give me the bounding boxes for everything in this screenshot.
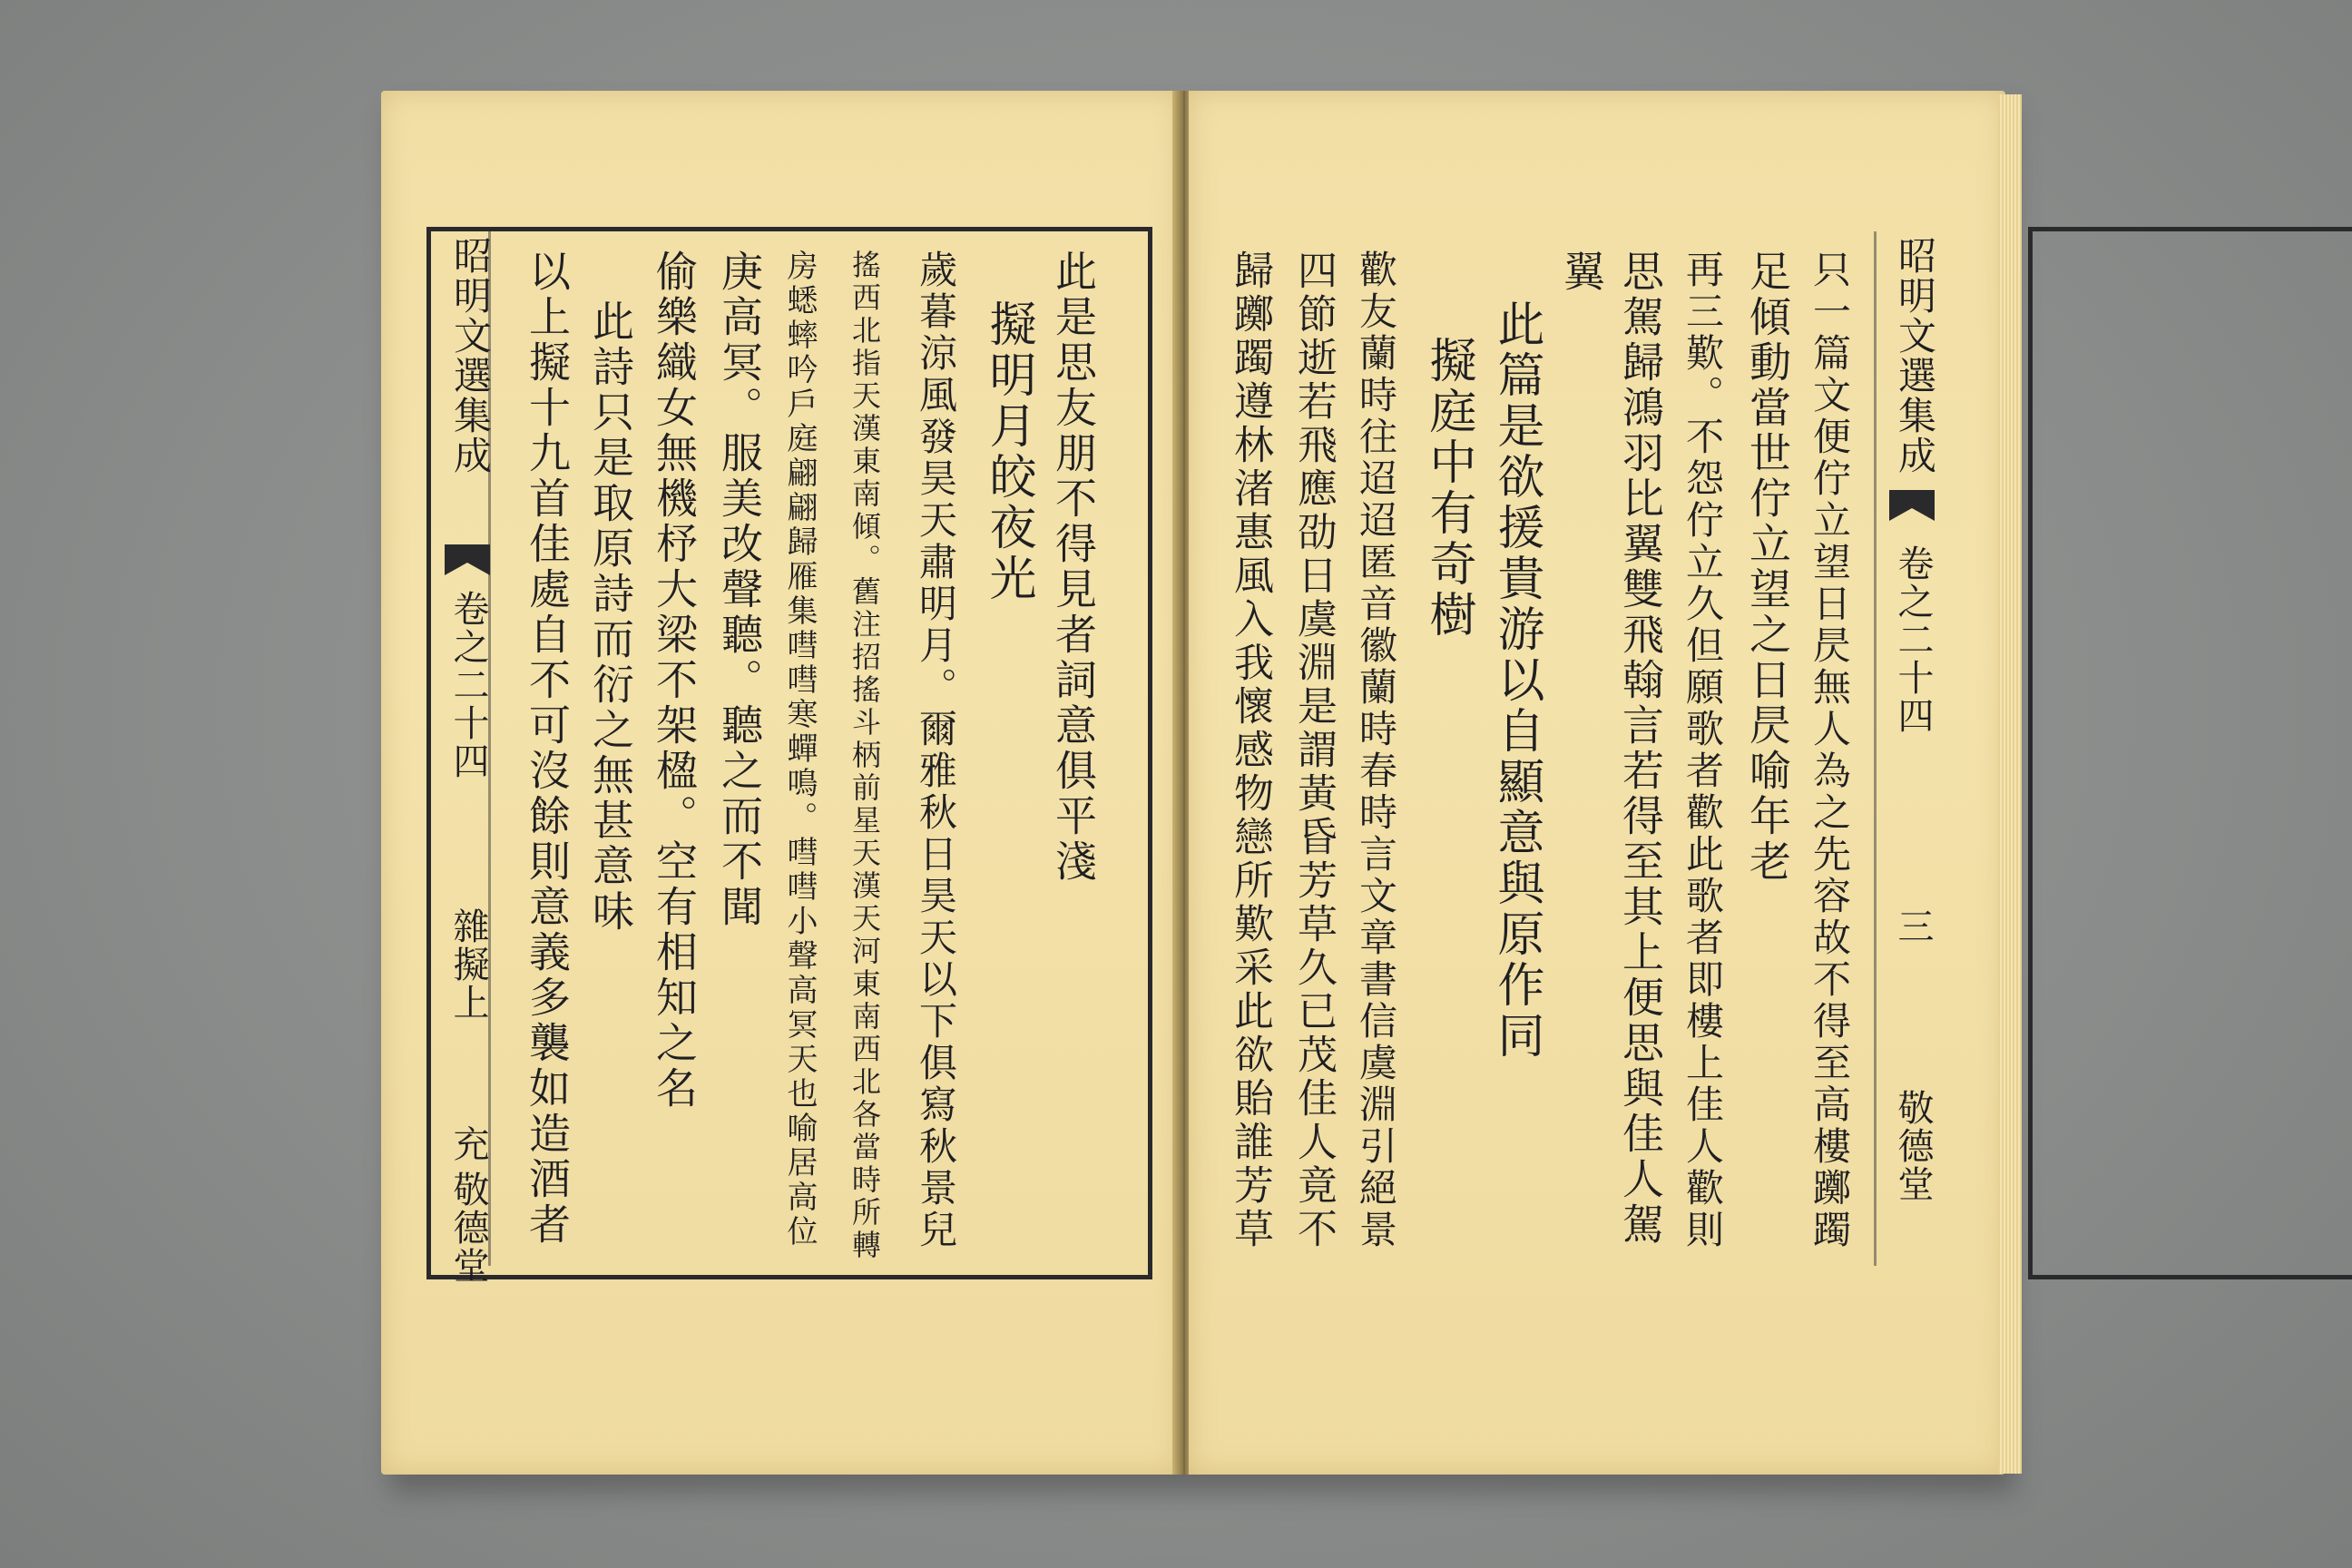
right-column-2: 足傾動當世佇立望之日昃喻年老 (1743, 250, 1792, 885)
left-column-8: 此詩只是取原詩而衍之無甚意味 (586, 299, 635, 935)
right-column-5: 翼 (1557, 250, 1606, 295)
right-page-frame (2028, 227, 2352, 1279)
right-spine-footer: 敬德堂 (1892, 1089, 1934, 1203)
left-spine-page: 充 (447, 1125, 489, 1163)
left-column-1: 此是思友朋不得見者詞意俱平淺 (1049, 250, 1098, 885)
fish-tail-mark-icon (445, 544, 490, 575)
right-spine-volume: 卷之二十四 (1892, 544, 1934, 735)
fish-tail-mark-icon (1889, 490, 1935, 521)
left-column-6: 庚高冥。服美改聲聽。聽之而不聞 (715, 250, 764, 930)
right-margin-rule (1874, 231, 1877, 1266)
left-column-2: 擬明月皎夜光 (981, 299, 1035, 604)
right-column-7: 擬庭中有奇樹 (1421, 336, 1475, 641)
right-spine-title: 昭明文選集成 (1893, 236, 1937, 475)
open-book (381, 91, 2005, 1479)
right-column-1: 只一篇文便佇立望日昃無人為之先容故不得至高樓躑躅 (1808, 250, 1852, 1251)
left-column-7: 偷樂織女無機杼大梁不架楹。空有相知之名 (650, 250, 699, 1112)
left-spine-volume: 卷之二十四 (447, 590, 489, 780)
page-edges (1998, 94, 2022, 1474)
left-spine-footer: 敬德堂 (447, 1171, 489, 1285)
right-column-6: 此篇是欲援貴游以自顯意與原作同 (1489, 299, 1544, 1062)
right-column-9: 四節逝若飛應劭日虞淵是謂黃昏芳草久已茂佳人竟不 (1290, 250, 1337, 1251)
left-page (381, 91, 1180, 1475)
left-spine-section: 雜擬上 (447, 907, 489, 1022)
left-margin-rule (488, 231, 491, 1266)
left-column-5: 房蟋蟀吟戶庭翩翩歸雁集嘒嘒寒蟬鳴。嘒嘒小聲高冥天也喻居高位 (781, 250, 818, 1250)
left-column-9: 以上擬十九首佳處自不可沒餘則意義多襲如造酒者 (523, 250, 572, 1248)
left-column-3: 歲暮涼風發昊天肅明月。爾雅秋日昊天以下俱寫秋景兒 (914, 250, 958, 1251)
left-spine-title: 昭明文選集成 (448, 236, 493, 475)
right-column-3: 再三歎。不怨佇立久但願歌者歡此歌者即樓上佳人歡則 (1681, 250, 1725, 1251)
right-spine-page: 三 (1892, 907, 1934, 946)
right-page (1189, 91, 2005, 1475)
right-column-4: 思駕歸鴻羽比翼雙飛翰言若得至其上便思與佳人駕 (1616, 250, 1665, 1248)
right-column-8: 歡友蘭時往迢迢匿音徽蘭時春時言文章書信虞淵引絕景 (1354, 250, 1398, 1251)
right-column-10: 歸躑躅遵林渚惠風入我懷感物戀所歎采此欲貽誰芳草 (1227, 250, 1273, 1251)
left-column-4: 搖西北指天漢東南傾。舊注招搖斗柄前星天漢天河東南西北各當時所轉 (848, 250, 882, 1262)
